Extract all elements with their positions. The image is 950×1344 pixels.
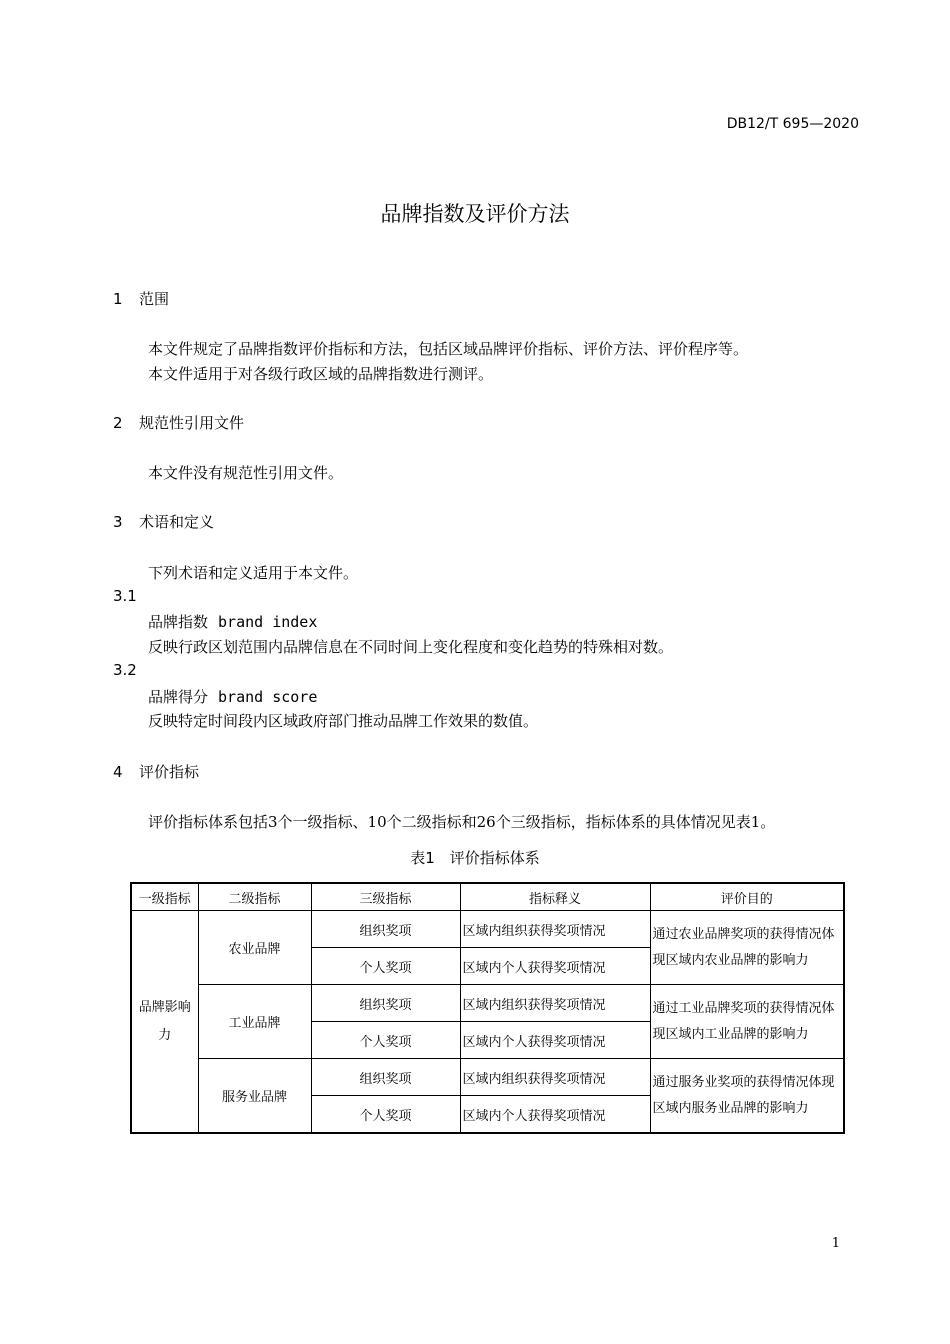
term-definition: 反映行政区划范围内品牌信息在不同时间上变化程度和变化趋势的特殊相对数。	[148, 638, 674, 656]
table-row	[131, 985, 844, 1022]
section-number: 1	[113, 290, 123, 308]
section-title: 术语和定义	[139, 513, 215, 531]
page-number: 1	[831, 1236, 840, 1251]
document-code: DB12/T 695—2020	[726, 116, 859, 132]
meaning-cell: 区域内个人获得奖项情况	[460, 1096, 650, 1134]
meaning-cell: 区域内组织获得奖项情况	[460, 911, 650, 948]
paragraph: 本文件适用于对各级行政区域的品牌指数进行测评。	[148, 365, 494, 383]
column-header: 一级指标	[131, 883, 198, 911]
paragraph: 评价指标体系包括3个一级指标、10个二级指标和26个三级指标，指标体系的具体情况见表1。	[148, 813, 776, 831]
meaning-cell: 区域内个人获得奖项情况	[460, 948, 650, 985]
level3-cell: 组织奖项	[311, 911, 460, 948]
paragraph: 下列术语和定义适用于本文件。	[148, 564, 359, 582]
level3-cell: 组织奖项	[311, 1059, 460, 1096]
meaning-cell: 区域内组织获得奖项情况	[460, 985, 650, 1022]
purpose-cell: 通过服务业奖项的获得情况体现区域内服务业品牌的影响力	[650, 1059, 844, 1134]
indicator-table	[130, 882, 845, 1134]
document-title: 品牌指数及评价方法	[380, 202, 570, 226]
table-header-row	[131, 883, 844, 911]
section-number: 4	[113, 763, 123, 781]
term-en: brand score	[218, 688, 318, 706]
section-number: 2	[113, 414, 123, 432]
section-heading-evaluation-indicators	[113, 761, 199, 782]
column-header: 指标释义	[460, 883, 650, 911]
column-header: 二级指标	[198, 883, 311, 911]
section-heading-normative-references	[113, 412, 244, 433]
paragraph: 本文件没有规范性引用文件。	[148, 464, 344, 482]
section-title: 范围	[139, 290, 170, 308]
purpose-cell: 通过工业品牌奖项的获得情况体现区域内工业品牌的影响力	[650, 985, 844, 1059]
meaning-cell: 区域内组织获得奖项情况	[460, 1059, 650, 1096]
section-title: 规范性引用文件	[139, 414, 245, 432]
section-number: 3	[113, 513, 123, 531]
level3-cell: 个人奖项	[311, 948, 460, 985]
purpose-cell: 通过农业品牌奖项的获得情况体现区域内农业品牌的影响力	[650, 911, 844, 985]
column-header: 评价目的	[650, 883, 844, 911]
level3-cell: 组织奖项	[311, 985, 460, 1022]
term-zh: 品牌得分	[148, 688, 209, 706]
paragraph: 本文件规定了品牌指数评价指标和方法，包括区域品牌评价指标、评价方法、评价程序等。	[148, 340, 749, 358]
level2-cell: 服务业品牌	[198, 1059, 311, 1134]
term-entry	[148, 611, 317, 632]
table-caption: 表1 评价指标体系	[410, 849, 540, 867]
section-title: 评价指标	[139, 763, 200, 781]
term-zh: 品牌指数	[148, 613, 209, 631]
level2-cell: 农业品牌	[198, 911, 311, 985]
table-row	[131, 1059, 844, 1096]
level3-cell: 个人奖项	[311, 1022, 460, 1059]
term-en: brand index	[218, 613, 318, 631]
column-header: 三级指标	[311, 883, 460, 911]
table-row	[131, 911, 844, 948]
section-heading-terms	[113, 511, 214, 532]
term-entry	[148, 686, 317, 707]
term-definition: 反映特定时间段内区域政府部门推动品牌工作效果的数值。	[148, 712, 539, 730]
section-heading-scope	[113, 288, 169, 309]
level1-cell: 品牌影响力	[131, 911, 198, 1134]
clause-number: 3.1	[113, 587, 137, 605]
meaning-cell: 区域内个人获得奖项情况	[460, 1022, 650, 1059]
level3-cell: 个人奖项	[311, 1096, 460, 1134]
level2-cell: 工业品牌	[198, 985, 311, 1059]
clause-number: 3.2	[113, 661, 137, 679]
